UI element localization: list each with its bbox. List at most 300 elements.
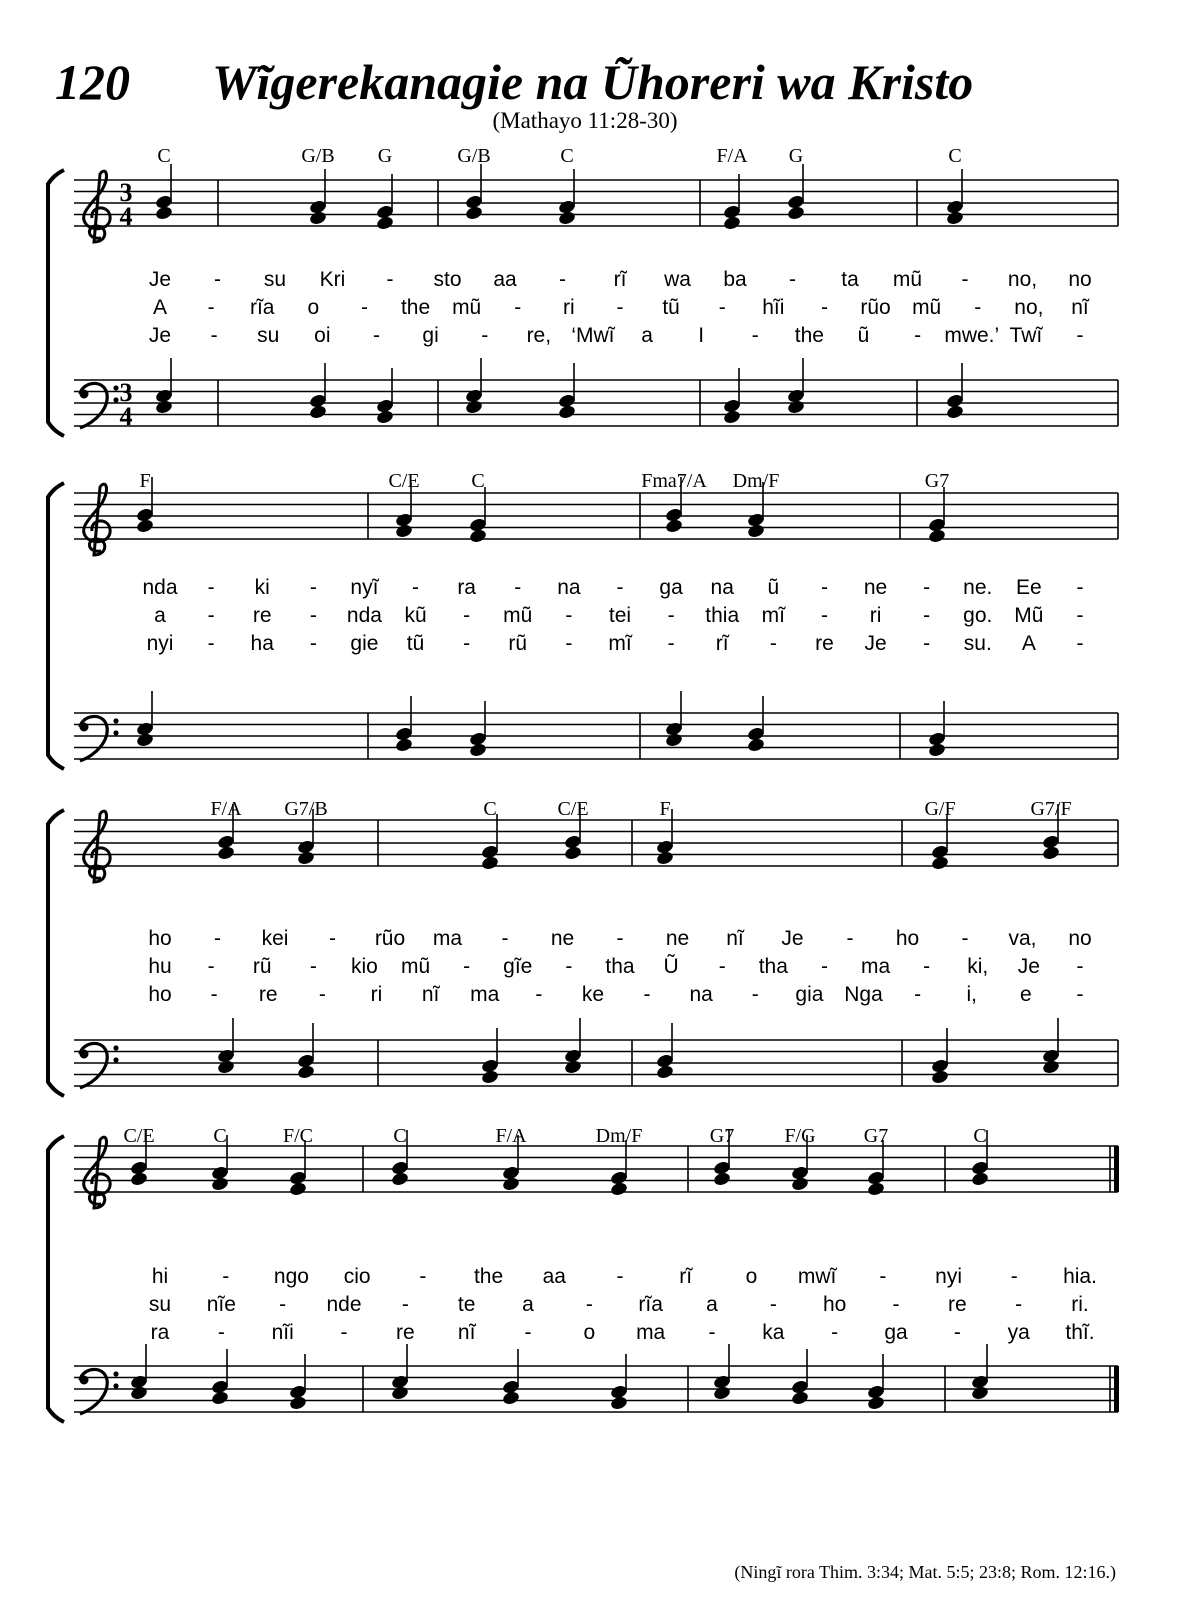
treble-notehead (481, 855, 500, 871)
bass-notehead (502, 1390, 521, 1406)
lyric-hyphen: - (565, 604, 573, 627)
lyric-syllable: ga (659, 576, 683, 599)
treble-notehead (465, 205, 484, 221)
lyric-syllable: ma (470, 983, 500, 1006)
treble-notehead (867, 1181, 886, 1197)
lyric-syllable: o (745, 1265, 758, 1288)
lyric-syllable: ri (370, 983, 383, 1006)
lyric-syllable: no (1068, 268, 1092, 291)
final-barline-thick (1114, 1366, 1119, 1412)
lyric-syllable: I (698, 324, 705, 347)
lyric-hyphen: - (923, 604, 931, 627)
lyric-syllable: rũ (252, 955, 272, 978)
lyric-syllable: Kri (319, 268, 346, 291)
bass-notehead (791, 1390, 810, 1406)
footer-note: (Ningĩ rora Thim. 3:34; Mat. 5:5; 23:8; Rom. 12:16.) (734, 1562, 1116, 1582)
bass-clef-dot (113, 1045, 118, 1050)
treble-clef (84, 484, 111, 555)
lyric-syllable: ma (636, 1321, 666, 1344)
lyric-hyphen: - (923, 955, 931, 978)
lyric-hyphen: - (1015, 1293, 1023, 1316)
lyric-hyphen: - (309, 632, 317, 655)
lyric-syllable: a (641, 324, 653, 347)
lyric-syllable: ho (895, 927, 920, 950)
lyric-hyphen: - (207, 632, 215, 655)
lyric-hyphen: - (481, 324, 489, 347)
lyric-hyphen: - (1076, 632, 1084, 655)
lyric-hyphen: - (616, 576, 624, 599)
lyric-hyphen: - (585, 1293, 593, 1316)
lyric-syllable: ki (254, 576, 270, 599)
lyric-syllable: mũ (892, 268, 923, 291)
lyric-hyphen: - (667, 604, 675, 627)
lyric-syllable: ne (665, 927, 690, 950)
lyric-syllable: gie (350, 632, 379, 655)
chord-symbol: F (139, 470, 151, 492)
lyric-syllable: re, (526, 324, 552, 347)
treble-notehead (747, 523, 766, 539)
lyric-syllable: nĩ (726, 927, 744, 950)
lyric-syllable: Je (781, 927, 804, 950)
chord-symbol: F/A (716, 145, 748, 167)
lyric-hyphen: - (565, 955, 573, 978)
lyric-syllable: sto (433, 268, 462, 291)
lyric-syllable: ta (841, 268, 859, 291)
lyric-syllable: hia. (1063, 1265, 1097, 1288)
lyric-hyphen: - (514, 576, 522, 599)
chord-symbol: G (788, 145, 804, 167)
lyric-hyphen: - (217, 1321, 225, 1344)
lyric-syllable: Twĩ (1009, 324, 1043, 347)
bass-clef-dot (80, 390, 89, 399)
chord-symbol: C/E (388, 470, 420, 492)
lyric-hyphen: - (820, 576, 828, 599)
lyric-syllable: mĩ (761, 604, 785, 627)
lyric-syllable: ũ (857, 324, 870, 347)
lyric-syllable: ũ (767, 576, 780, 599)
lyric-syllable: no, (1007, 268, 1038, 291)
lyric-syllable: ne. (963, 576, 993, 599)
lyric-syllable: ‘Mwĩ (571, 324, 615, 347)
chord-symbol: G7/F (1030, 798, 1072, 820)
chord-symbol: C/E (557, 798, 589, 820)
system-bracket (48, 1136, 64, 1422)
bass-notehead (747, 737, 766, 753)
bass-notehead (656, 1064, 675, 1080)
lyric-hyphen: - (1010, 1265, 1018, 1288)
lyric-hyphen: - (616, 1265, 624, 1288)
lyric-syllable: rũo (374, 927, 406, 950)
lyric-syllable: ha (250, 632, 274, 655)
lyric-syllable: rĩ (679, 1265, 693, 1288)
chord-symbol: G7 (709, 1125, 735, 1147)
lyric-syllable: nda (142, 576, 178, 599)
lyric-syllable: su (148, 1293, 172, 1316)
lyric-syllable: the (794, 324, 825, 347)
lyric-hyphen: - (222, 1265, 230, 1288)
chord-symbol: C (471, 470, 485, 492)
chord-symbol: C/E (123, 1125, 155, 1147)
treble-notehead (155, 205, 174, 221)
lyric-syllable: re (947, 1293, 967, 1316)
lyric-syllable: oi (314, 324, 331, 347)
bass-time-sig-top: 3 (119, 378, 133, 407)
lyric-hyphen: - (1076, 983, 1084, 1006)
chord-symbol: G/F (924, 798, 956, 820)
lyric-syllable: mwĩ (797, 1265, 837, 1288)
lyric-syllable: nĩ (457, 1321, 476, 1344)
lyric-syllable: re (815, 632, 834, 655)
lyric-syllable: ne (863, 576, 888, 599)
treble-notehead (791, 1176, 810, 1192)
lyric-syllable: kei (261, 927, 289, 950)
lyric-hyphen: - (514, 296, 522, 319)
lyric-hyphen: - (1076, 324, 1084, 347)
lyric-syllable: rĩa (249, 296, 275, 319)
lyric-syllable: Ũ (663, 955, 679, 978)
lyric-syllable: o (583, 1321, 596, 1344)
lyric-hyphen: - (751, 983, 759, 1006)
bass-notehead (971, 1385, 990, 1401)
lyric-hyphen: - (923, 632, 931, 655)
chord-symbol: C (393, 1125, 407, 1147)
bass-clef-dot (113, 1057, 118, 1062)
lyric-syllable: ki, (967, 955, 989, 978)
lyric-syllable: nĩ (1071, 296, 1089, 319)
lyric-syllable: cio (343, 1265, 371, 1288)
lyric-hyphen: - (751, 324, 759, 347)
lyric-hyphen: - (463, 955, 471, 978)
treble-notehead (469, 528, 488, 544)
treble-notehead (309, 210, 328, 226)
bass-notehead (1042, 1059, 1061, 1075)
lyric-syllable: su. (963, 632, 992, 655)
lyric-syllable: kũ (404, 604, 427, 627)
treble-notehead (395, 523, 414, 539)
bass-notehead (155, 399, 174, 415)
treble-notehead (217, 845, 236, 861)
bass-notehead (787, 399, 806, 415)
treble-notehead (665, 518, 684, 534)
chord-symbol: G7 (863, 1125, 889, 1147)
lyric-hyphen: - (616, 296, 624, 319)
lyric-syllable: kio (351, 955, 378, 978)
bass-notehead (713, 1385, 732, 1401)
bass-notehead (481, 1069, 500, 1085)
chord-symbol: C (948, 145, 962, 167)
lyric-syllable: nyĩ (350, 576, 379, 599)
lyric-hyphen: - (559, 268, 566, 291)
lyric-hyphen: - (820, 296, 828, 319)
treble-notehead (211, 1176, 230, 1192)
lyric-hyphen: - (1076, 955, 1084, 978)
treble-notehead (610, 1181, 629, 1197)
bass-notehead (610, 1395, 629, 1411)
treble-notehead (946, 210, 965, 226)
bass-clef-dot (113, 397, 118, 402)
chord-symbol: G7/B (284, 798, 328, 820)
chord-symbol: G7 (924, 470, 950, 492)
lyric-syllable: nda (346, 604, 382, 627)
hymn-number: 120 (55, 54, 130, 110)
chord-symbol: C (973, 1125, 987, 1147)
lyric-hyphen: - (820, 955, 828, 978)
lyric-syllable: a (706, 1293, 718, 1316)
lyric-hyphen: - (667, 632, 675, 655)
treble-notehead (376, 215, 395, 231)
lyric-syllable: ka (762, 1321, 785, 1344)
bass-notehead (376, 409, 395, 425)
lyric-hyphen: - (463, 604, 471, 627)
lyric-hyphen: - (961, 268, 969, 291)
lyric-syllable: a (522, 1293, 534, 1316)
lyric-syllable: ma (860, 955, 891, 978)
lyric-syllable: re (258, 983, 278, 1006)
lyric-hyphen: - (953, 1321, 961, 1344)
lyric-syllable: mũ (452, 296, 482, 319)
system-bracket (48, 170, 64, 436)
lyric-syllable: rĩ (715, 632, 729, 655)
lyric-syllable: tũ (406, 632, 425, 655)
lyric-hyphen: - (718, 296, 726, 319)
bass-clef-dot (80, 1050, 89, 1059)
chord-symbol: C (213, 1125, 227, 1147)
lyric-syllable: o (307, 296, 320, 319)
chord-symbol: C (157, 145, 171, 167)
lyric-syllable: the (400, 296, 431, 319)
lyric-syllable: aa (542, 1265, 566, 1288)
bass-notehead (564, 1059, 583, 1075)
lyric-syllable: thĩ. (1065, 1321, 1095, 1344)
bass-notehead (465, 399, 484, 415)
lyric-hyphen: - (309, 604, 317, 627)
lyric-hyphen: - (769, 1293, 777, 1316)
bass-time-sig-bottom: 4 (119, 402, 133, 431)
lyric-hyphen: - (207, 576, 215, 599)
lyric-hyphen: - (565, 632, 573, 655)
bass-clef-dot (113, 1383, 118, 1388)
lyric-syllable: na (710, 576, 734, 599)
lyric-hyphen: - (643, 983, 651, 1006)
bass-notehead (867, 1395, 886, 1411)
lyric-syllable: the (473, 1265, 504, 1288)
lyric-syllable: na (557, 576, 581, 599)
chord-symbol: Fma7/A (641, 470, 707, 492)
bass-notehead (130, 1385, 149, 1401)
lyric-syllable: rĩa (638, 1293, 663, 1316)
lyric-hyphen: - (318, 983, 326, 1006)
chord-symbol: G/B (457, 145, 491, 167)
treble-notehead (130, 1171, 149, 1187)
treble-notehead (713, 1171, 732, 1187)
treble-notehead (656, 850, 675, 866)
bass-clef-dot (113, 385, 118, 390)
lyric-hyphen: - (207, 955, 215, 978)
treble-clef (84, 1137, 111, 1208)
lyric-syllable: i, (966, 983, 978, 1006)
lyric-hyphen: - (501, 927, 509, 950)
lyric-hyphen: - (214, 268, 221, 291)
treble-notehead (136, 518, 155, 534)
lyric-syllable: ri (563, 296, 575, 319)
bass-notehead (289, 1395, 308, 1411)
lyric-syllable: nde (326, 1293, 362, 1316)
lyric-syllable: mũ (400, 955, 431, 978)
bass-notehead (211, 1390, 230, 1406)
treble-notehead (502, 1176, 521, 1192)
chord-symbol: F (659, 798, 671, 820)
lyric-hyphen: - (535, 983, 543, 1006)
treble-notehead (723, 215, 742, 231)
lyric-hyphen: - (914, 983, 922, 1006)
lyric-hyphen: - (879, 1265, 887, 1288)
lyric-hyphen: - (401, 1293, 409, 1316)
bass-notehead (395, 737, 414, 753)
lyric-syllable: hĩi (762, 296, 785, 319)
bass-notehead (928, 742, 947, 758)
lyric-syllable: su (257, 324, 280, 347)
lyric-syllable: ma (432, 927, 463, 950)
lyric-syllable: go. (963, 604, 993, 627)
lyric-syllable: tũ (662, 296, 680, 319)
lyric-hyphen: - (1076, 604, 1084, 627)
bass-notehead (136, 732, 155, 748)
lyric-syllable: aa (493, 268, 517, 291)
lyric-syllable: re (252, 604, 272, 627)
lyric-syllable: rĩ (613, 268, 627, 291)
lyric-syllable: hu (148, 955, 172, 978)
lyric-hyphen: - (923, 576, 931, 599)
system-bracket (48, 483, 64, 769)
lyric-syllable: Je (148, 324, 172, 347)
lyric-syllable: ra (457, 576, 477, 599)
lyric-syllable: ho (148, 983, 172, 1006)
lyric-hyphen: - (419, 1265, 427, 1288)
bass-notehead (946, 404, 965, 420)
bass-notehead (217, 1059, 236, 1075)
chord-symbol: C (560, 145, 574, 167)
lyric-hyphen: - (279, 1293, 287, 1316)
treble-time-sig-top: 3 (119, 178, 133, 207)
lyric-syllable: Je (148, 268, 172, 291)
lyric-hyphen: - (961, 927, 969, 950)
treble-notehead (931, 855, 950, 871)
treble-notehead (787, 205, 806, 221)
bass-clef-dot (113, 1371, 118, 1376)
hymn-subtitle: (Mathayo 11:28-30) (492, 108, 678, 133)
lyric-hyphen: - (892, 1293, 900, 1316)
chord-symbol: Dm/F (595, 1125, 643, 1147)
lyric-hyphen: - (360, 296, 368, 319)
lyric-hyphen: - (789, 268, 796, 291)
lyric-syllable: na (689, 983, 713, 1006)
lyric-syllable: A (152, 296, 168, 319)
bass-notehead (931, 1069, 950, 1085)
lyric-syllable: Je (864, 632, 887, 655)
treble-notehead (297, 850, 316, 866)
lyric-syllable: nĩ (421, 983, 440, 1006)
lyric-hyphen: - (340, 1321, 348, 1344)
lyric-syllable: tha (758, 955, 788, 978)
lyric-syllable: ngo (273, 1265, 309, 1288)
bass-notehead (309, 404, 328, 420)
lyric-syllable: Mũ (1014, 604, 1044, 627)
final-barline-thick (1114, 1146, 1119, 1192)
bass-clef-dot (80, 723, 89, 732)
chord-symbol: G/B (301, 145, 335, 167)
lyric-syllable: ne (550, 927, 575, 950)
bass-clef-dot (113, 730, 118, 735)
chord-symbol: F/G (784, 1125, 816, 1147)
lyric-syllable: ho (822, 1293, 847, 1316)
lyric-hyphen: - (718, 955, 726, 978)
lyric-hyphen: - (210, 324, 218, 347)
lyric-syllable: no (1068, 927, 1092, 950)
lyric-syllable: va, (1008, 927, 1037, 950)
lyric-hyphen: - (329, 927, 336, 950)
lyric-hyphen: - (207, 604, 215, 627)
treble-clef (84, 171, 111, 242)
lyric-syllable: te (457, 1293, 476, 1316)
lyric-hyphen: - (309, 955, 317, 978)
lyric-syllable: re (395, 1321, 415, 1344)
lyric-hyphen: - (463, 632, 471, 655)
treble-notehead (391, 1171, 410, 1187)
chord-symbol: Dm/F (732, 470, 780, 492)
lyric-syllable: mĩ (608, 632, 632, 655)
lyric-hyphen: - (210, 983, 218, 1006)
chord-symbol: F/A (210, 798, 242, 820)
lyric-syllable: ya (1007, 1321, 1030, 1344)
lyric-hyphen: - (372, 324, 380, 347)
lyric-syllable: e (1020, 983, 1032, 1006)
bass-notehead (558, 404, 577, 420)
lyric-syllable: hi (151, 1265, 169, 1288)
lyric-syllable: tha (605, 955, 635, 978)
treble-notehead (1042, 845, 1061, 861)
lyric-hyphen: - (1076, 576, 1084, 599)
lyric-syllable: mwe.’ (944, 324, 1000, 347)
lyric-hyphen: - (524, 1321, 532, 1344)
lyric-hyphen: - (309, 576, 317, 599)
lyric-hyphen: - (769, 632, 777, 655)
bass-clef-dot (80, 1376, 89, 1385)
chord-symbol: G (377, 145, 393, 167)
lyric-syllable: ra (150, 1321, 170, 1344)
lyric-syllable: A (1021, 632, 1036, 655)
bass-notehead (391, 1385, 410, 1401)
bass-notehead (297, 1064, 316, 1080)
chord-symbol: F/A (495, 1125, 527, 1147)
lyric-hyphen: - (831, 1321, 839, 1344)
lyric-syllable: ga (884, 1321, 908, 1344)
lyric-syllable: su (263, 268, 287, 291)
lyric-syllable: ho (148, 927, 172, 950)
lyric-syllable: nĩe (206, 1293, 236, 1316)
lyric-syllable: wa (664, 268, 691, 291)
bass-clef-dot (113, 718, 118, 723)
lyric-syllable: nyi (146, 632, 174, 655)
lyric-syllable: rũ (508, 632, 528, 655)
lyric-hyphen: - (412, 576, 420, 599)
treble-notehead (564, 845, 583, 861)
lyric-syllable: mũ (503, 604, 533, 627)
chord-symbol: C (483, 798, 497, 820)
lyric-syllable: tei (608, 604, 632, 627)
system-bracket (48, 810, 64, 1096)
treble-time-sig-bottom: 4 (119, 202, 133, 231)
lyric-hyphen: - (708, 1321, 716, 1344)
